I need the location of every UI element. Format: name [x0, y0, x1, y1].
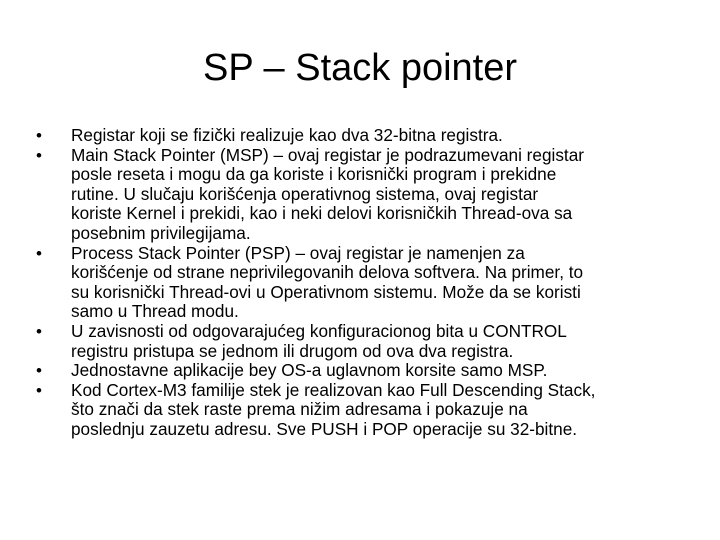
bullet-text: Process Stack Pointer (PSP) – ovaj registar je namenjen za korišćenje od strane neprivilegovanih delova softvera. Na primer, to su korisnički Thread-ovi u Operativnom sistemu. Može da se koristi samo u Thread modu.	[71, 242, 584, 322]
bullet-dot-icon: •	[36, 380, 42, 400]
bullet-text: Jednostavne aplikacije bey OS-a uglavnom korsite samo MSP.	[71, 360, 548, 381]
bullet-text: Kod Cortex-M3 familije stek je realizovan kao Full Descending Stack, što znači da stek raste prema nižim adresama i pokazuje na poslednju zauzetu adresu. Sve PUSH i POP operacije su 32-bitne.	[71, 379, 596, 439]
bullet-item	[0, 244, 720, 322]
bullet-text: Registar koji se fizički realizuje kao dva 32-bitna registra.	[71, 125, 503, 145]
bullet-dot-icon: •	[36, 126, 42, 145]
bullet-dot-icon: •	[36, 145, 42, 165]
bullet-dot-icon: •	[36, 321, 42, 341]
bullet-text: U zavisnosti od odgovarajućeg konfiguracionog bita u CONTROL registru pristupa se jednom ili drugom od ova dva registra.	[71, 320, 567, 361]
bullet-item	[0, 126, 720, 146]
bullet-dot-icon: •	[36, 361, 42, 381]
bullet-item	[0, 322, 720, 361]
bullet-item	[0, 361, 720, 381]
bullet-item	[0, 381, 720, 440]
bullet-dot-icon: •	[36, 243, 42, 263]
slide-title: SP – Stack pointer	[202, 47, 518, 89]
bullet-list	[0, 126, 720, 440]
bullet-text: Main Stack Pointer (MSP) – ovaj registar je podrazumevani registar posle reseta i mogu da ga koriste i korisnički program i prekidne rutine. U slučaju korišćenja operativnog sistema, ovaj registar koriste Kernel i prekidi, kao i neki delovi korisničkih Thread-ova sa posebnim privilegijama.	[71, 144, 584, 243]
bullet-item	[0, 146, 720, 244]
